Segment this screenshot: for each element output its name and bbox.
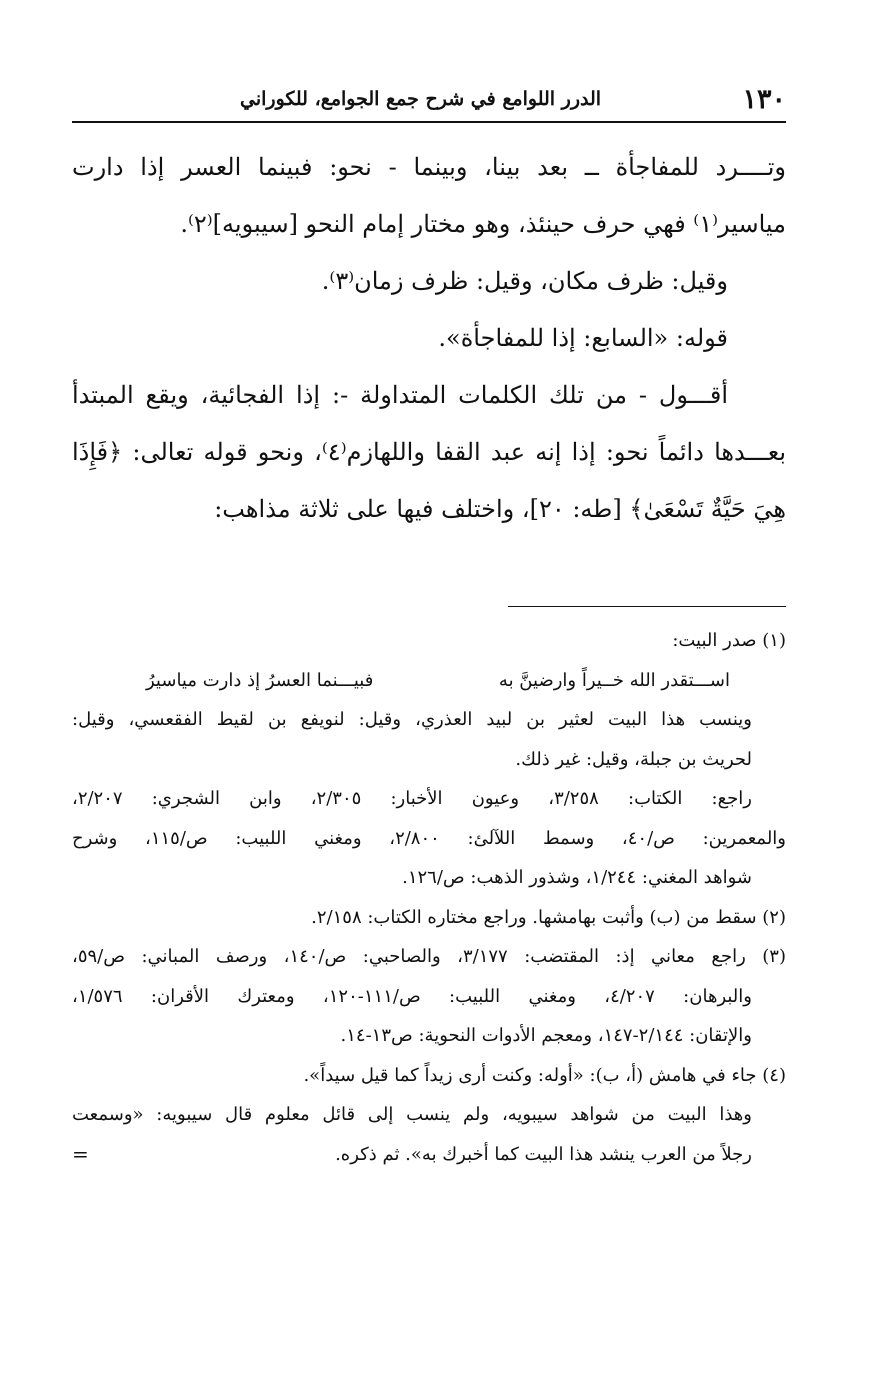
body-line: وتــــرد للمفاجأة ــ بعد بينا، وبينما - نحو: فبينما العسر إذا دارت: [72, 153, 786, 181]
verse-first-hemistich: اســـتقدر الله خــيراً وارضينَّ به: [498, 669, 730, 691]
footnote-3-line: والإتقان: ٢/١٤٤-١٤٧، ومعجم الأدوات النحوية: ص١٣-١٤.: [340, 1025, 752, 1046]
footnote-4: (٤) جاء في هامش (أ، ب): «أوله: وكنت أرى زيداً كما قيل سيداً».: [303, 1064, 786, 1086]
footnote-line: وينسب هذا البيت لعثير بن لبيد العذري، وقيل: لنويفع بن لقيط الفقعسي، وقيل:: [72, 709, 752, 730]
body-line: بعـــدها دائماً نحو: إذا إنه عبد القفا واللهازم⁽٤⁾، ونحو قوله تعالى: ﴿فَإِذَا: [72, 438, 787, 466]
verse-second-hemistich: فبيـــنما العسرُ إذ دارت مياسيرُ: [146, 669, 374, 691]
running-title: الدرر اللوامع في شرح جمع الجوامع، للكوراني: [240, 88, 602, 110]
body-line: هِيَ حَيَّةٌ تَسْعَىٰ﴾ [طه: ٢٠]، واختلف فيها على ثلاثة مذاهب:: [214, 495, 786, 523]
footnotes: [72, 621, 786, 1174]
body-line: أقـــول - من تلك الكلمات المتداولة -: إذا الفجائية، ويقع المبتدأ: [72, 381, 728, 409]
page-number: ١٣٠: [742, 84, 786, 115]
footnote-2: (٢) سقط من (ب) وأثبت بهامشها. وراجع مختاره الكتاب: ٢/١٥٨.: [311, 906, 786, 928]
footnote-3-line: والبرهان: ٤/٢٠٧، ومغني اللبيب: ص/١١١-١٢٠، ومعترك الأقران: ١/٥٧٦،: [72, 985, 752, 1007]
body-line: قوله: «السابع: إذا للمفاجأة».: [438, 324, 728, 352]
continuation-mark: =: [72, 1141, 89, 1166]
footnote-4-line-last: [72, 1135, 786, 1175]
footnote-3-line: (٣) راجع معاني إذ: المقتضب: ٣/١٧٧، والصاحبي: ص/١٤٠، ورصف المباني: ص/٥٩،: [72, 946, 786, 967]
footnote-4-text: رجلاً من العرب ينشد هذا البيت كما أخبرك به». ثم ذكره.: [335, 1143, 752, 1165]
footnote-4-line: وهذا البيت من شواهد سيبويه، ولم ينسب إلى قائل معلوم قال سيبويه: «وسمعت: [72, 1104, 752, 1125]
main-text: [72, 139, 786, 538]
footnote-line: شواهد المغني: ١/٢٤٤، وشذور الذهب: ص/١٢٦.: [402, 867, 752, 888]
footnote-line: راجع: الكتاب: ٣/٢٥٨، وعيون الأخبار: ٢/٣٠٥، وابن الشجري: ٢/٢٠٧،: [72, 788, 752, 809]
header-rule: [72, 121, 786, 123]
footnote-rule: [508, 606, 786, 607]
footnote-line: لحريث بن جبلة، وقيل: غير ذلك.: [515, 748, 752, 770]
body-line: وقيل: ظرف مكان، وقيل: ظرف زمان⁽٣⁾.: [321, 267, 728, 295]
page-header: [72, 84, 786, 118]
footnote-1-label: (١) صدر البيت:: [672, 630, 786, 651]
footnote-line: والمعمرين: ص/٤٠، وسمط اللآلئ: ٢/٨٠٠، ومغني اللبيب: ص/١١٥، وشرح: [72, 827, 786, 849]
body-line: مياسير⁽١⁾ فهي حرف حينئذ، وهو مختار إمام النحو [سيبويه]⁽٢⁾.: [180, 210, 786, 238]
verse: [72, 661, 786, 701]
